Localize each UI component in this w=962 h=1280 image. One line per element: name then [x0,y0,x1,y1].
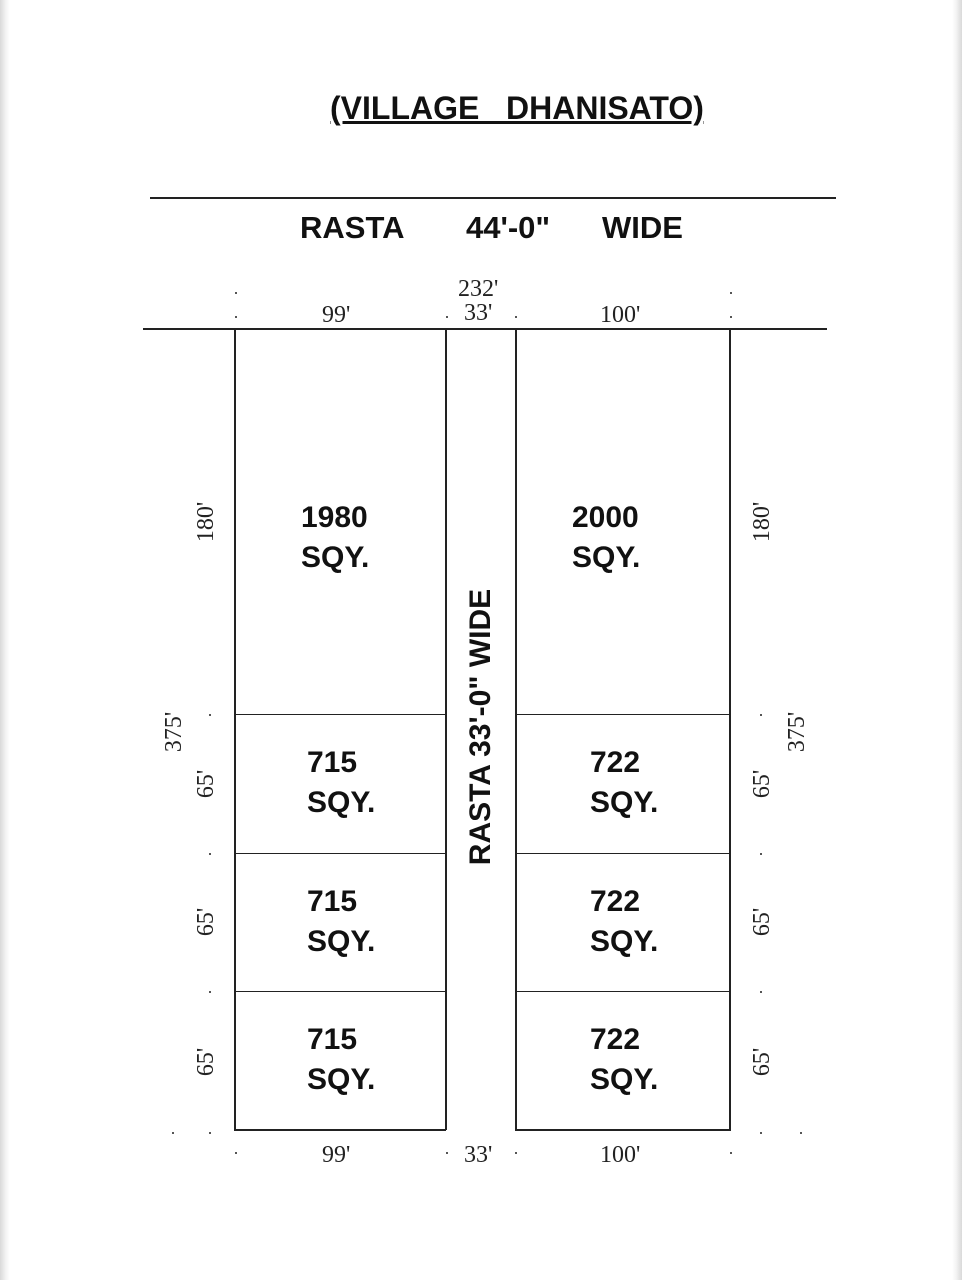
plot-area: 715 [307,1023,358,1056]
right-depth-2-dimension: 65' [749,769,775,799]
right-width-top-dimension: 100' [600,302,641,328]
road-width-bottom-dimension: 33' [464,1142,493,1168]
plot-area: 715 [307,885,358,918]
left-width-top-dimension: 99' [322,302,351,328]
tick-dot [209,853,211,855]
village-title: (VILLAGE DHANISATO) [330,90,704,126]
plot-right-2 [590,743,658,823]
plot-left-4 [307,1020,375,1100]
left-depth-3-dimension: 65' [193,907,219,937]
tick-dot [235,1152,237,1154]
tick-dot [730,292,732,294]
tick-dot [760,991,762,993]
tick-dot [515,316,517,318]
plot-unit: SQY. [590,1063,659,1096]
top-boundary-line [143,328,827,330]
tick-dot [760,1132,762,1134]
tick-dot [209,991,211,993]
plot-area: 722 [590,746,641,779]
right-divider-1 [515,714,731,715]
tick-dot [515,1152,517,1154]
top-road-line [150,197,836,199]
total-depth-right-dimension: 375' [784,711,810,753]
plot-right-3 [590,882,658,962]
plot-unit: SQY. [301,541,370,574]
plot-unit: SQY. [307,925,376,958]
plot-unit: SQY. [307,786,376,819]
plot-unit: SQY. [572,541,641,574]
left-depth-2-dimension: 65' [193,769,219,799]
tick-dot [172,1132,174,1134]
right-divider-2 [515,853,731,854]
left-block-left-edge [234,330,236,1130]
right-depth-1-dimension: 180' [749,501,775,543]
tick-dot [209,714,211,716]
plot-area: 722 [590,885,641,918]
left-divider-3 [234,991,446,992]
left-divider-1 [234,714,446,715]
right-block-bottom-edge [515,1129,731,1131]
tick-dot [235,316,237,318]
left-divider-2 [234,853,446,854]
plot-area: 722 [590,1023,641,1056]
page-edge-right [952,0,962,1280]
plot-area: 1980 [301,501,368,534]
left-width-bottom-dimension: 99' [322,1142,351,1168]
tick-dot [446,316,448,318]
plot-area: 2000 [572,501,639,534]
plot-unit: SQY. [307,1063,376,1096]
right-block-right-edge [729,330,731,1130]
tick-dot [235,292,237,294]
left-block-bottom-edge [234,1129,446,1131]
top-road-width: 44'-0" [466,210,551,245]
tick-dot [760,853,762,855]
top-road-label: RASTA [300,210,405,245]
tick-dot [760,714,762,716]
total-width-dimension: 232' [458,276,499,302]
plot-right-1 [572,498,640,578]
right-width-bottom-dimension: 100' [600,1142,641,1168]
left-depth-1-dimension: 180' [193,501,219,543]
top-road-wide: WIDE [602,210,683,245]
left-block-right-edge [445,330,447,1130]
plot-left-3 [307,882,375,962]
plot-right-4 [590,1020,658,1100]
page-edge-left [0,0,10,1280]
tick-dot [800,1132,802,1134]
right-depth-4-dimension: 65' [749,1047,775,1077]
tick-dot [446,1152,448,1154]
side-road-label: RASTA 33'-0" WIDE [464,588,497,866]
road-width-top-dimension: 33' [464,300,493,326]
plot-area: 715 [307,746,358,779]
plot-left-2 [307,743,375,823]
right-divider-3 [515,991,731,992]
plot-left-1 [301,498,369,578]
right-depth-3-dimension: 65' [749,907,775,937]
tick-dot [209,1132,211,1134]
tick-dot [730,316,732,318]
tick-dot [730,1152,732,1154]
right-block-left-edge [515,330,517,1130]
plot-unit: SQY. [590,786,659,819]
left-depth-4-dimension: 65' [193,1047,219,1077]
plot-unit: SQY. [590,925,659,958]
total-depth-left-dimension: 375' [161,711,187,753]
